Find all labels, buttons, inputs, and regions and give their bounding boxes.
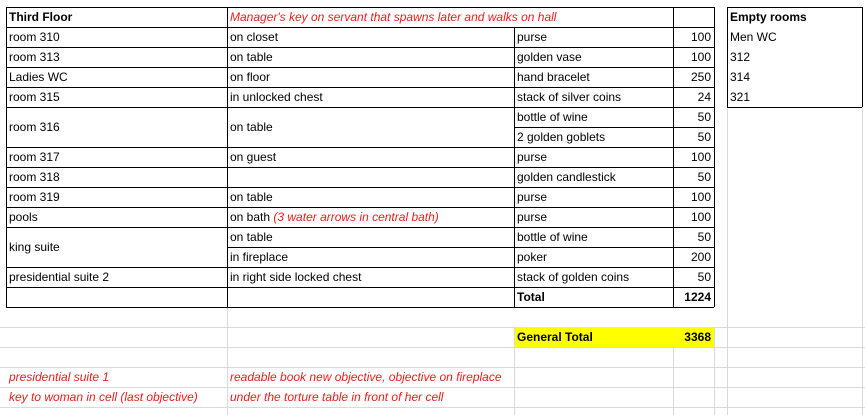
room-cell[interactable]: pools: [9, 210, 38, 224]
value-cell[interactable]: 100: [690, 150, 711, 164]
location-cell[interactable]: on table: [230, 230, 273, 244]
note-right[interactable]: readable book new objective, objective on fireplace: [230, 370, 502, 384]
location-cell[interactable]: [228, 207, 514, 227]
room-cell[interactable]: room 316: [9, 120, 60, 134]
location-cell[interactable]: in right side locked chest: [230, 270, 362, 284]
item-cell[interactable]: stack of silver coins: [517, 90, 622, 104]
room-cell[interactable]: room 318: [9, 170, 60, 184]
room-cell[interactable]: room 310: [9, 30, 60, 44]
item-cell[interactable]: purse: [517, 210, 548, 224]
total-label[interactable]: Total: [517, 290, 545, 304]
item-cell[interactable]: golden vase: [517, 50, 582, 64]
value-cell[interactable]: 50: [697, 230, 711, 244]
item-cell[interactable]: purse: [517, 190, 548, 204]
item-cell[interactable]: purse: [517, 30, 548, 44]
item-cell[interactable]: purse: [517, 150, 548, 164]
room-cell[interactable]: room 313: [9, 50, 60, 64]
location-cell[interactable]: on guest: [230, 150, 277, 164]
value-cell[interactable]: 24: [697, 90, 711, 104]
value-cell[interactable]: 50: [697, 270, 711, 284]
item-cell[interactable]: stack of golden coins: [517, 270, 630, 284]
value-cell[interactable]: 100: [690, 50, 711, 64]
empty-rooms-title[interactable]: Empty rooms: [730, 10, 807, 24]
item-cell[interactable]: bottle of wine: [517, 230, 588, 244]
item-cell[interactable]: bottle of wine: [517, 110, 588, 124]
value-cell[interactable]: 100: [690, 210, 711, 224]
value-cell[interactable]: 100: [690, 190, 711, 204]
note-left[interactable]: presidential suite 1: [9, 370, 110, 384]
empty-room-item[interactable]: 321: [730, 90, 751, 104]
room-cell[interactable]: room 319: [9, 190, 60, 204]
general-total-label[interactable]: General Total: [515, 327, 674, 347]
location-text: on bath: [230, 210, 271, 224]
value-cell[interactable]: 200: [690, 250, 711, 264]
location-cell[interactable]: on table: [230, 190, 273, 204]
floor-title[interactable]: Third Floor: [9, 10, 73, 24]
total-value[interactable]: 1224: [684, 290, 711, 304]
value-cell[interactable]: 50: [697, 110, 711, 124]
room-cell[interactable]: Ladies WC: [9, 70, 68, 84]
room-cell[interactable]: presidential suite 2: [9, 270, 110, 284]
location-cell[interactable]: on closet: [230, 30, 279, 44]
water-arrows-note: (3 water arrows in central bath): [273, 210, 439, 224]
room-cell[interactable]: room 315: [9, 90, 60, 104]
value-cell[interactable]: 50: [697, 130, 711, 144]
empty-room-item[interactable]: Men WC: [730, 30, 777, 44]
empty-room-item[interactable]: 314: [730, 70, 751, 84]
note-right[interactable]: under the torture table in front of her cell: [230, 390, 444, 404]
room-cell[interactable]: room 317: [9, 150, 60, 164]
value-cell[interactable]: 100: [690, 30, 711, 44]
location-cell[interactable]: on table: [230, 50, 273, 64]
general-total-value[interactable]: 3368: [674, 327, 714, 347]
location-cell[interactable]: on floor: [230, 70, 271, 84]
item-cell[interactable]: 2 golden goblets: [517, 130, 606, 144]
item-cell[interactable]: hand bracelet: [517, 70, 590, 84]
value-cell[interactable]: 50: [697, 170, 711, 184]
item-cell[interactable]: golden candlestick: [517, 170, 616, 184]
note-left[interactable]: key to woman in cell (last objective): [9, 390, 198, 404]
location-cell[interactable]: in fireplace: [230, 250, 289, 264]
manager-key-note[interactable]: Manager's key on servant that spawns later and walks on hall: [230, 10, 557, 24]
location-cell[interactable]: on table: [230, 120, 273, 134]
item-cell[interactable]: poker: [517, 250, 548, 264]
location-cell[interactable]: in unlocked chest: [230, 90, 323, 104]
value-cell[interactable]: 250: [690, 70, 711, 84]
room-cell[interactable]: king suite: [9, 240, 60, 254]
empty-room-item[interactable]: 312: [730, 50, 751, 64]
